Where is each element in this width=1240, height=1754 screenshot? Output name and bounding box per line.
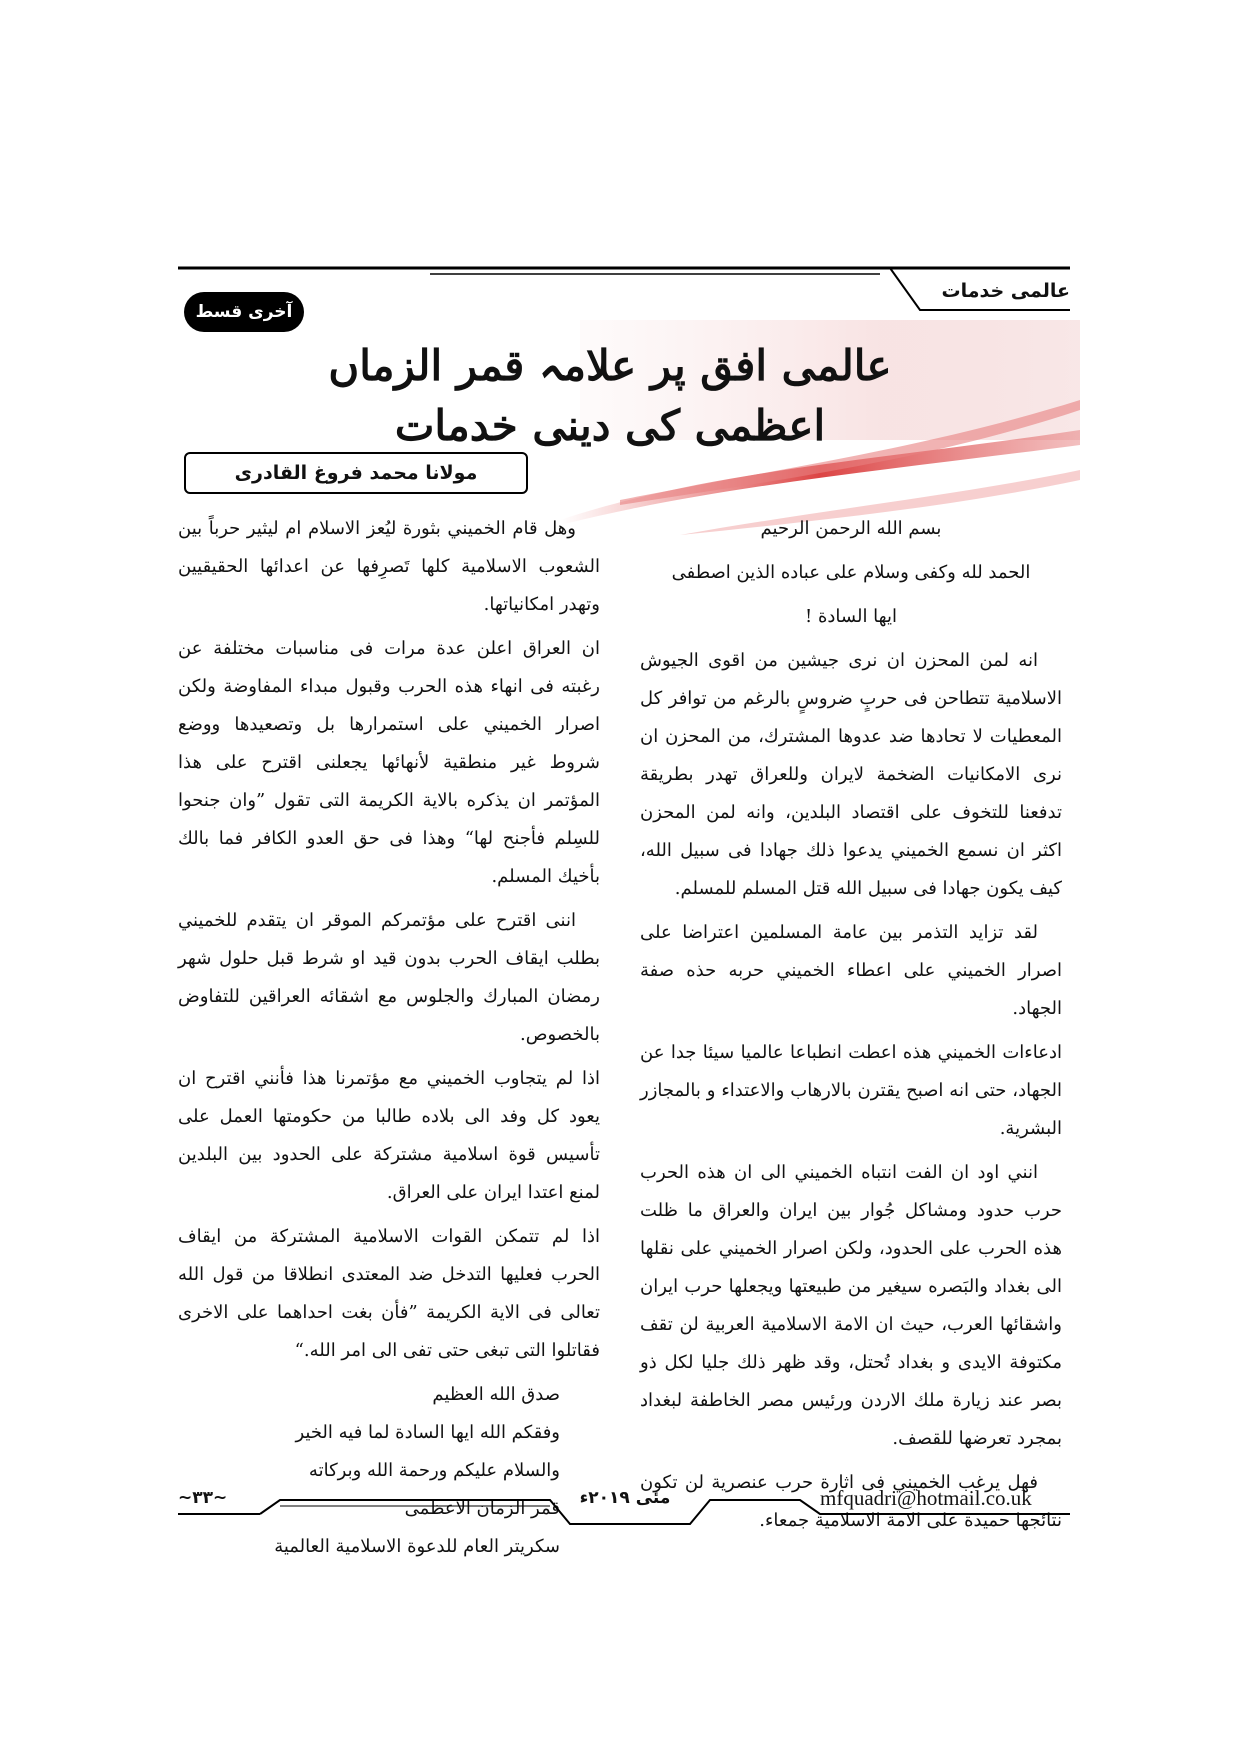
paragraph: اذا لم يتجاوب الخميني مع مؤتمرنا هذا فأنني اقترح ان يعود كل وفد الى بلاده طالبا من حكومتها العمل على تأسيس قوة اسلامية مشتركة على الحدود بين البلدين لمنع اعتدا ايران على العراق. — [178, 1068, 600, 1203]
footer-date: مئی ۲۰۱۹ء — [579, 1488, 671, 1508]
opening-praise: الحمد لله وكفى وسلام على عباده الذين اصطفى — [671, 562, 1031, 583]
paragraph: وهل قام الخميني بثورة ليُعز الاسلام ام ليثير حرباً بين الشعوب الاسلامية كلها تَصرِفها عن اعدائها الحقيقيين وتهدر امكانياتها. — [178, 518, 600, 615]
paragraph: ادعاءات الخميني هذه اعطت انطباعا عالميا سيئا جدا عن الجهاد، حتى انه اصبح يقترن بالارهاب والاعتداء و بالمجازر البشرية. — [640, 1042, 1062, 1139]
section-label: عالمی خدمات — [941, 280, 1070, 302]
footer-email: mfquadri@hotmail.co.uk — [820, 1486, 1032, 1510]
right-column — [640, 510, 1062, 1546]
closing-line: صدق الله العظيم — [432, 1384, 560, 1405]
author-name: مولانا محمد فروغ القادری — [184, 452, 528, 494]
final-part-badge: آخری قسط — [184, 292, 304, 332]
paragraph: ان العراق اعلن عدة مرات فى مناسبات مختلفة عن رغبته فى انهاء هذه الحرب وقبول مبداء المفاوضة ولكن اصرار الخميني على استمرارها بل وتصعيدها ووضع شروط غير منطقية لأنهائها يجعلنى اقترح على هذا المؤتمر ان يذكره بالاية الكريمة التى تقول ”وان جنحوا للسِلم فأجنح لها“ وهذا فى حق العدو الكافر فما بالك بأخيك المسلم. — [178, 638, 600, 887]
page-number: ~۳۳~ — [178, 1488, 228, 1508]
article-title: عالمی افق پر علامہ قمر الزماں اعظمی کی دینی خدمات — [328, 341, 892, 450]
signatory-title: سكريتر العام للدعوة الاسلامية العالمية — [274, 1536, 560, 1557]
paragraph: فهل يرغب الخميني فى اثارة حرب عنصرية لن تكون نتائجها حميدة على الامة الاسلامية جمعاء. — [640, 1472, 1062, 1531]
paragraph: اذا لم تتمكن القوات الاسلامية المشتركة من ايقاف الحرب فعليها التدخل ضد المعتدى انطلاقا من قول الله تعالى فى الاية الكريمة ”فأن بغت احداهما على الاخرى فقاتلوا التى تبغى حتى تفى الى امر الله.“ — [178, 1226, 600, 1361]
closing-line: وفقكم الله ايها السادة لما فيه الخير — [295, 1422, 560, 1443]
left-column — [178, 510, 600, 1566]
signatory-name: قمر الزمان الاعظمى — [404, 1498, 560, 1519]
paragraph: انني اود ان الفت انتباه الخميني الى ان هذه الحرب حرب حدود ومشاكل جُوار بين ايران والعراق ما ظلت هذه الحرب على الحدود، ولكن اصرار الخميني على نقلها الى بغداد والبَصره سيغير من طبيعتها ويجعلها حرب ايران واشقائها العرب، حيث ان الامة الاسلامية العربية لن تقف مكتوفة الايدى و بغداد تُحتل، وقد ظهر ذلك جليا لكل ذو بصر عند زيارة ملك الاردن ورئيس مصر الخاطفة لبغداد بمجرد تعرضها للقصف. — [640, 1162, 1062, 1449]
opening-address: ايها السادة ! — [805, 606, 897, 627]
paragraph: انه لمن المحزن ان نرى جيشين من اقوى الجيوش الاسلامية تتطاحن فى حربٍ ضروسٍ بالرغم من توافر كل المعطيات لا تحادها ضد عدوها المشترك، من المحزن ان نرى الامكانيات الضخمة لايران وللعراق تهدر بطريقة تدفعنا للتخوف على اقتصاد البلدين، وانه لمن المحزن اكثر ان نسمع الخميني يدعوا ذلك جهادا فى سبيل الله، كيف يكون جهادا فى سبيل الله قتل المسلم للمسلم. — [640, 650, 1062, 899]
basmala: بسم الله الرحمن الرحيم — [760, 518, 942, 539]
paragraph: لقد تزايد التذمر بين عامة المسلمين اعتراضا على اصرار الخميني على اعطاء الخميني حربه حذه صفة الجهاد. — [640, 922, 1062, 1019]
closing-line: والسلام عليكم ورحمة الله وبركاته — [308, 1460, 560, 1481]
paragraph: اننى اقترح على مؤتمركم الموقر ان يتقدم للخميني بطلب ايقاف الحرب بدون قيد او شرط قبل حلول شهر رمضان المبارك والجلوس مع اشقائه العراقين للتفاوض بالخصوص. — [178, 910, 600, 1045]
